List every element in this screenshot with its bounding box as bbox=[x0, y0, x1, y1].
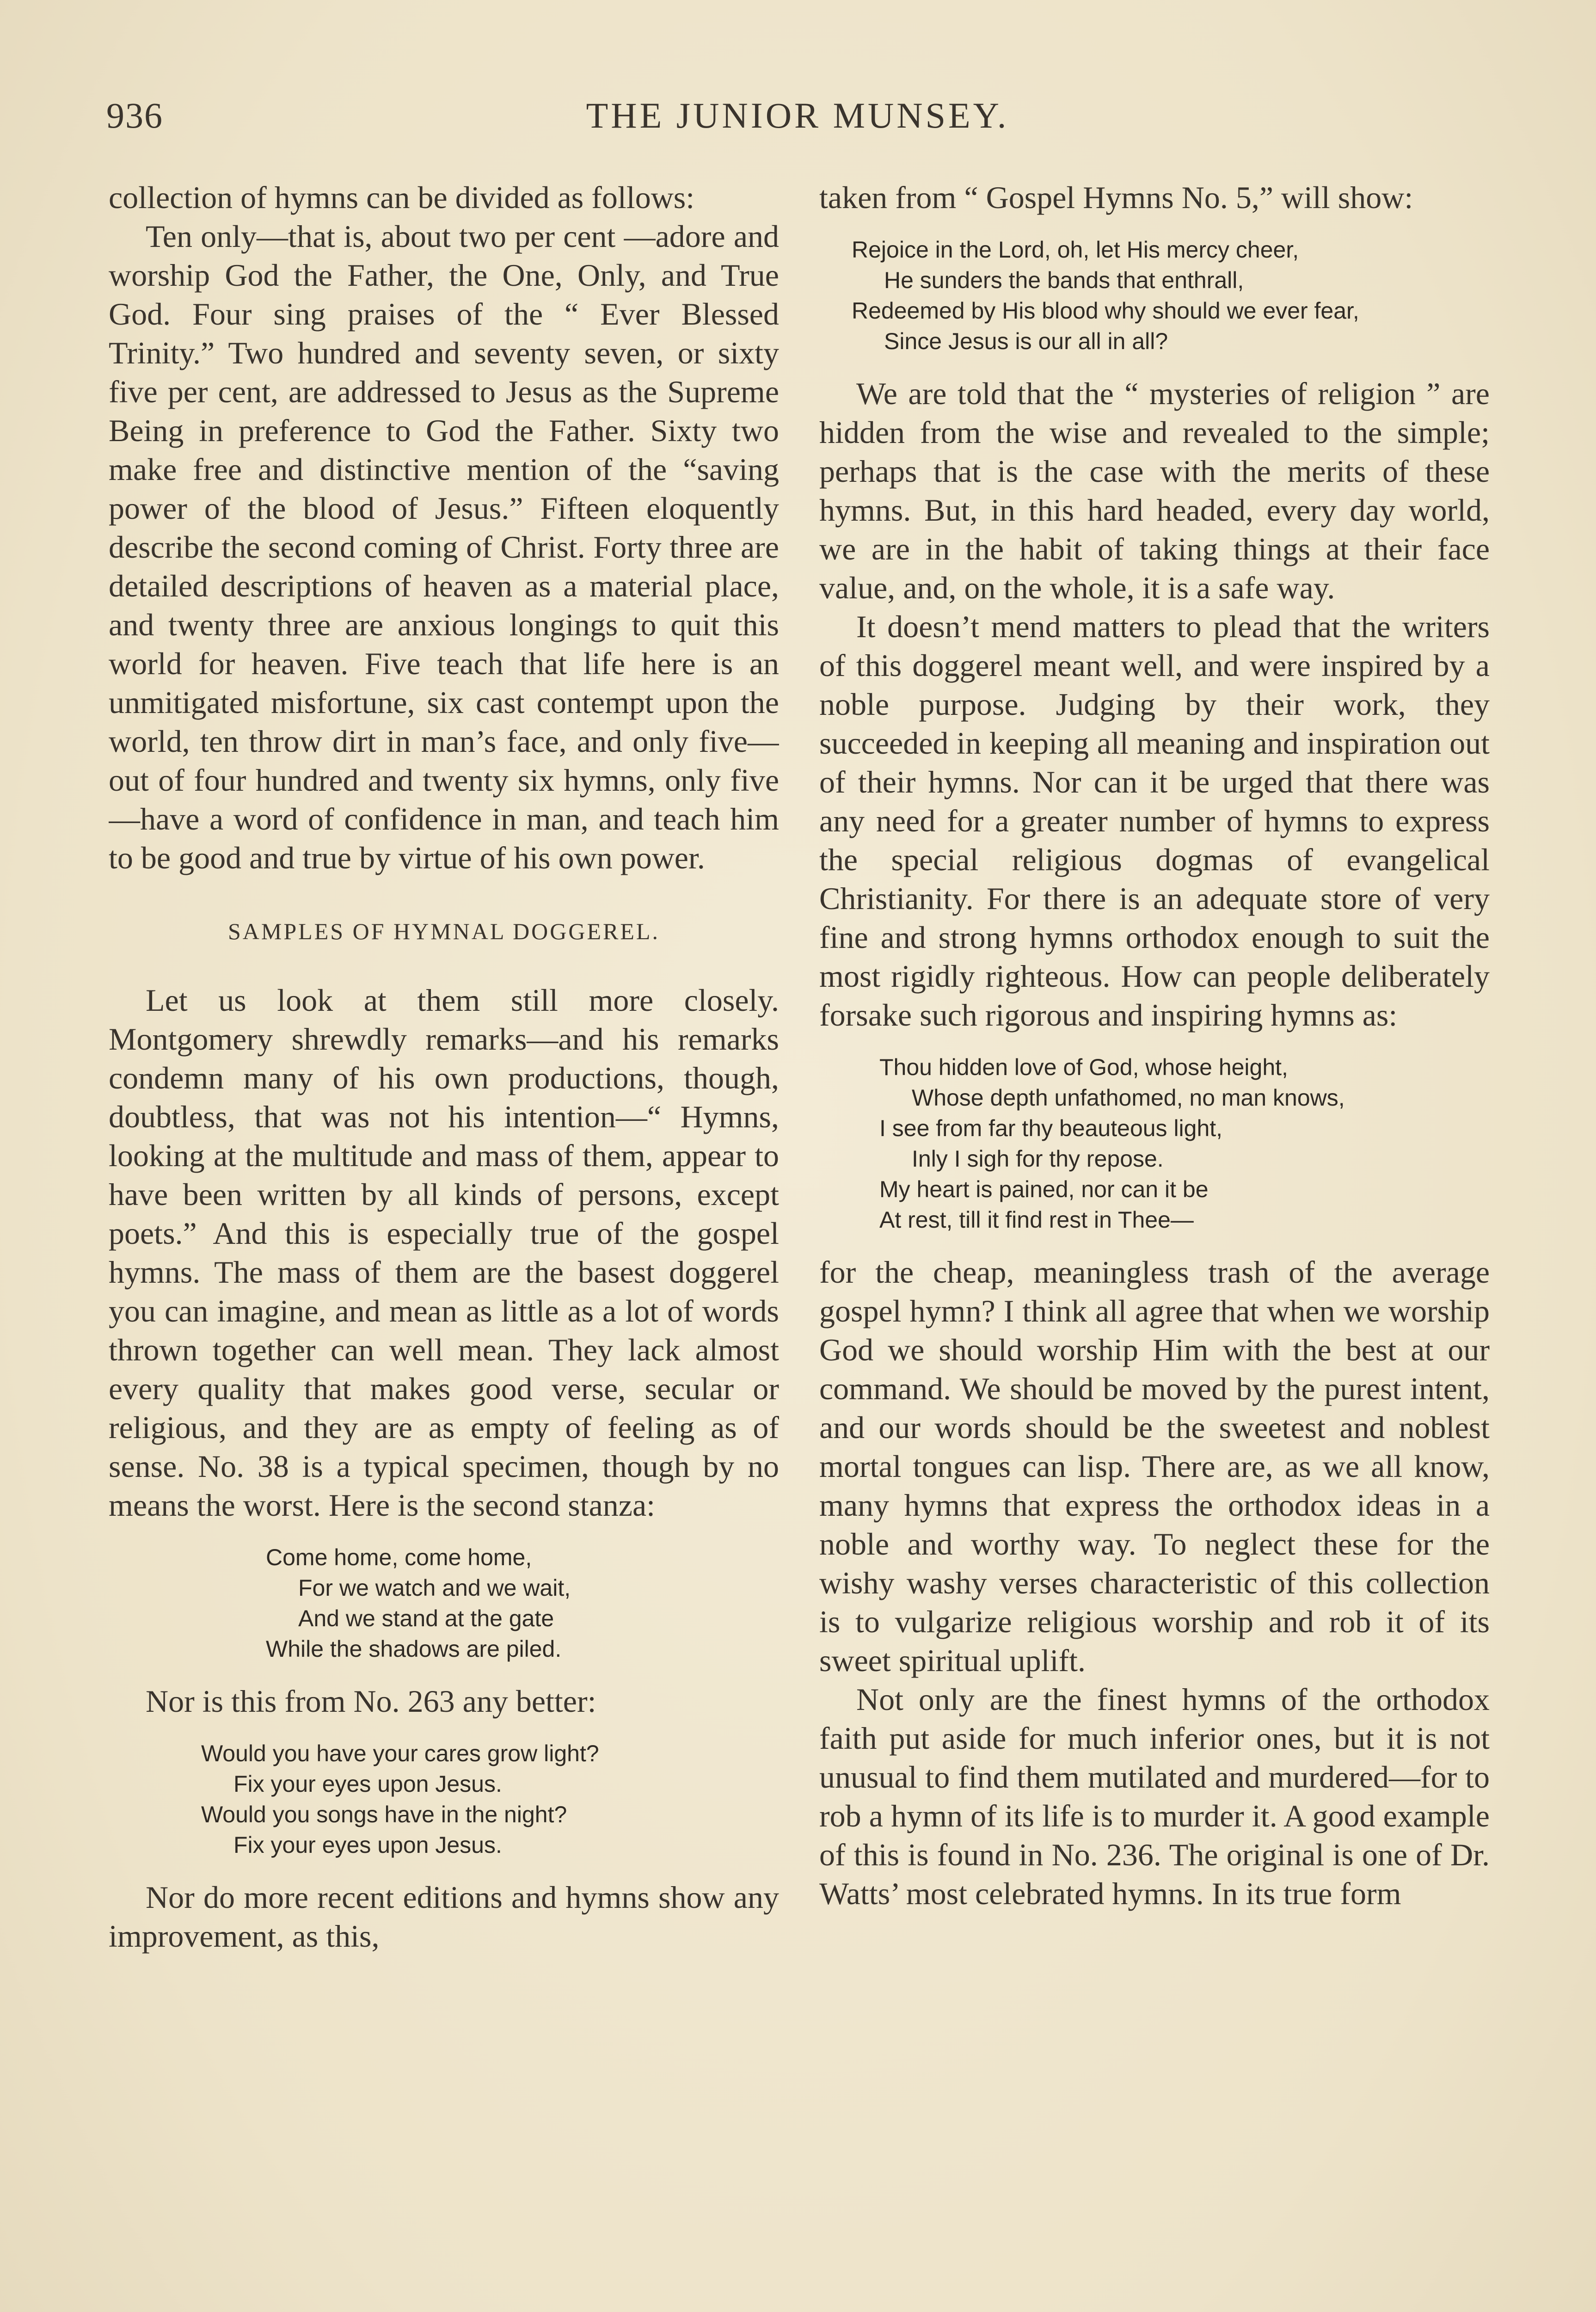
paragraph: Ten only—that is, about two per cent —adore and worship God the Father, the One, Only, and True God. Four sing praises of the “ Ever Blessed Trinity.” Two hundred and seventy seven, or sixty five per cent, are addressed to Jesus as the Supreme Being in preference to God the Father. Sixty two make free and distinctive mention of the “saving power of the blood of Jesus.” Fifteen eloquently describe the second coming of Christ. Forty three are detailed descriptions of heaven as a material place, and twenty three are anxious longings to quit this world for heaven. Five teach that life here is an unmitigated misfortune, six cast contempt upon the world, ten throw dirt in man’s face, and only five—out of four hundred and twenty six hymns, only five—have a word of confidence in man, and teach him to be good and true by virtue of his own power. bbox=[109, 219, 779, 875]
verse-line: Would you have your cares grow light? bbox=[201, 1740, 599, 1766]
verse-line: Rejoice in the Lord, oh, let His mercy cheer, bbox=[852, 237, 1299, 263]
paragraph: taken from “ Gospel Hymns No. 5,” will show: bbox=[819, 180, 1413, 215]
verse-block bbox=[819, 234, 1490, 357]
verse-line: For we watch and we wait, bbox=[298, 1575, 571, 1601]
verse-block bbox=[819, 1052, 1490, 1235]
verse-line: Inly I sigh for thy repose. bbox=[912, 1146, 1164, 1172]
verse-line: Thou hidden love of God, whose height, bbox=[879, 1054, 1288, 1080]
paragraph: Not only are the finest hymns of the orthodox faith put aside for much inferior ones, but it is not unusual to find them mutilated and murdered—for to rob a hymn of its life is to murder it. A good example of this is found in No. 236. The original is one of Dr. Watts’ most celebrated hymns. In its true form bbox=[819, 1682, 1490, 1911]
verse-line: I see from far thy beauteous light, bbox=[879, 1115, 1223, 1141]
verse-line: Since Jesus is our all in all? bbox=[884, 328, 1168, 354]
left-column bbox=[109, 178, 779, 2312]
verse-line: Would you songs have in the night? bbox=[201, 1802, 567, 1827]
verse-line: He sunders the bands that enthrall, bbox=[884, 267, 1244, 293]
journal-title: THE JUNIOR MUNSEY. bbox=[586, 95, 1009, 135]
verse-line: My heart is pained, nor can it be bbox=[879, 1176, 1209, 1202]
right-column bbox=[819, 178, 1490, 2312]
verse-line: Fix your eyes upon Jesus. bbox=[233, 1771, 502, 1797]
verse-line: Fix your eyes upon Jesus. bbox=[233, 1832, 502, 1858]
verse-block bbox=[109, 1542, 779, 1664]
verse-line: Whose depth unfathomed, no man knows, bbox=[912, 1085, 1345, 1111]
verse-line: And we stand at the gate bbox=[298, 1605, 554, 1631]
verse-line: Come home, come home, bbox=[266, 1544, 532, 1570]
paragraph: Nor is this from No. 263 any better: bbox=[146, 1684, 596, 1719]
verse-line: While the shadows are piled. bbox=[266, 1636, 562, 1662]
paragraph: collection of hymns can be divided as follows: bbox=[109, 180, 695, 215]
verse-line: At rest, till it find rest in Thee— bbox=[879, 1207, 1194, 1233]
verse-line: Redeemed by His blood why should we ever fear, bbox=[852, 298, 1359, 324]
running-head bbox=[106, 95, 1489, 146]
paragraph: Nor do more recent editions and hymns show any improvement, as this, bbox=[109, 1880, 779, 1954]
section-heading: SAMPLES OF HYMNAL DOGGEREL. bbox=[228, 918, 660, 944]
paragraph: We are told that the “ mysteries of religion ” are hidden from the wise and revealed to the simple; perhaps that is the case with the merits of these hymns. But, in this hard headed, every day world, we are in the habit of taking things at their face value, and, on the whole, it is a safe way. bbox=[819, 376, 1490, 605]
verse-block bbox=[109, 1738, 779, 1860]
page-number: 936 bbox=[106, 95, 163, 135]
paragraph: for the cheap, meaningless trash of the average gospel hymn? I think all agree that when we worship God we should worship Him with the best at our command. We should be moved by the purest intent, and our words should be the sweetest and noblest mortal tongues can lisp. There are, as we all know, many hymns that express the orthodox ideas in a noble and worthy way. To neglect these for the wishy washy verses characteristic of this collection is to vulgarize religious worship and rob it of its sweet spiritual uplift. bbox=[819, 1254, 1490, 1678]
paragraph: It doesn’t mend matters to plead that the writers of this doggerel meant well, and were inspired by a noble purpose. Judging by their work, they succeeded in keeping all meaning and inspiration out of their hymns. Nor can it be urged that there was any need for a greater number of hymns to express the special religious dogmas of evangelical Christianity. For there is an adequate store of very fine and strong hymns orthodox enough to suit the most rigidly righteous. How can people deliberately forsake such rigorous and inspiring hymns as: bbox=[819, 609, 1490, 1033]
paragraph: Let us look at them still more closely. Montgomery shrewdly remarks—and his remarks condemn many of his own productions, though, doubtless, that was not his intention—“ Hymns, looking at the multitude and mass of them, appear to have been written by all kinds of persons, except poets.” And this is especially true of the gospel hymns. The mass of them are the basest doggerel you can imagine, and mean as little as a lot of words thrown together can well mean. They lack almost every quality that makes good verse, secular or religious, and they are as empty of feeling as of sense. No. 38 is a typical specimen, though by no means the worst. Here is the second stanza: bbox=[109, 983, 779, 1523]
